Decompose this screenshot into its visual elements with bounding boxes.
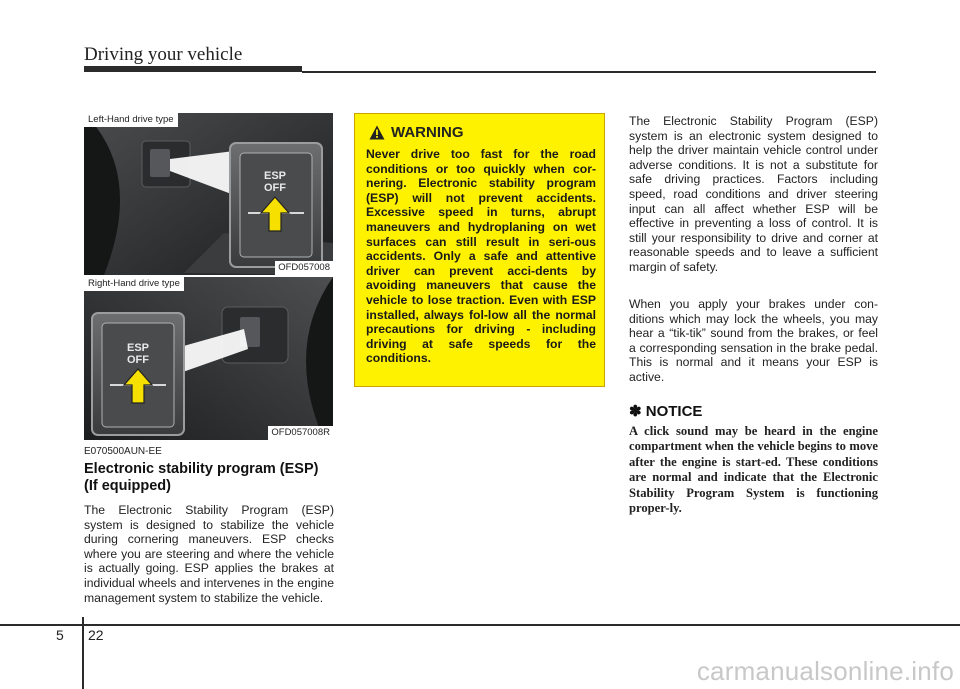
esp-label-line1: ESP (126, 342, 150, 354)
warning-text: Never drive too fast for the road conditions or too quickly when cor-nering. Electronic stability program (ESP) will not prevent accidents. Excessive speed in turns, abrupt maneuvers and hydroplaning on wet surfaces can still result in seri-ous accidents. Only a safe and attentive driver can prevent acci-dents by avoiding maneuvers that cause the vehicle to lose traction. Even with ESP installed, always fol-low all the normal precautions for driving - including driving at safe speeds for the conditions. (366, 147, 596, 366)
section-heading: Electronic stability program (ESP) (If equipped) (84, 461, 319, 494)
esp-label-line2: OFF (264, 182, 286, 194)
figure-label: Right-Hand drive type (84, 277, 184, 291)
figure-code: OFD057008 (275, 261, 333, 275)
watermark: carmanualsonline.info (696, 656, 954, 686)
warning-title-text: WARNING (391, 124, 464, 141)
figure-right-hand-drive (84, 277, 333, 440)
figure-left-hand-drive (84, 113, 333, 275)
warning-triangle-icon (369, 125, 385, 140)
figure-label: Left-Hand drive type (84, 113, 178, 127)
esp-label-line1: ESP (263, 170, 287, 182)
esp-switch-photo-rhd (84, 277, 333, 440)
page-number: 22 (88, 627, 104, 643)
esp-label-line2: OFF (127, 354, 149, 366)
chapter-number: 5 (56, 627, 64, 643)
esp-system-paragraph: The Electronic Stability Program (ESP) system is an electronic system designed to help the driver maintain vehicle control under adverse conditions. It is not a substitute for safe driving practices. Factors including speed, road conditions and driver steering input can all affect whether ESP will be effective in preventing a loss of control. It is still your responsibility to drive and corner at reasonable speeds and to leave a sufficient margin of safety. (629, 114, 878, 274)
warning-heading (369, 124, 464, 141)
footer-rule (0, 624, 960, 626)
header-rule-thin (302, 71, 876, 73)
notice-heading: ✽ NOTICE (629, 403, 703, 420)
footer-divider (82, 617, 84, 689)
header-rule-thick (84, 66, 302, 72)
esp-switch-photo-lhd (84, 113, 333, 275)
esp-description-paragraph: The Electronic Stability Program (ESP) system is designed to stabilize the vehicle during cornering maneuvers. ESP checks where you are steering and where the vehicle is actually going. ESP applies the brakes at individual wheels and intervenes in the engine management system to stabilize the vehicle. (84, 503, 334, 605)
figure-code: OFD057008R (268, 426, 333, 440)
warning-box (354, 113, 605, 387)
esp-brake-paragraph: When you apply your brakes under con-ditions which may lock the wheels, you may hear a “tik-tik” sound from the brakes, or feel a corresponding sensation in the brake pedal. This is normal and it means your ESP is active. (629, 297, 878, 384)
section-reference-code: E070500AUN-EE (84, 446, 162, 457)
notice-text: A click sound may be heard in the engine compartment when the vehicle begins to move after the engine is start-ed. These conditions are normal and indicate that the Electronic Stability Program System is functioning proper-ly. (629, 424, 878, 516)
page-header-title: Driving your vehicle (84, 44, 243, 65)
